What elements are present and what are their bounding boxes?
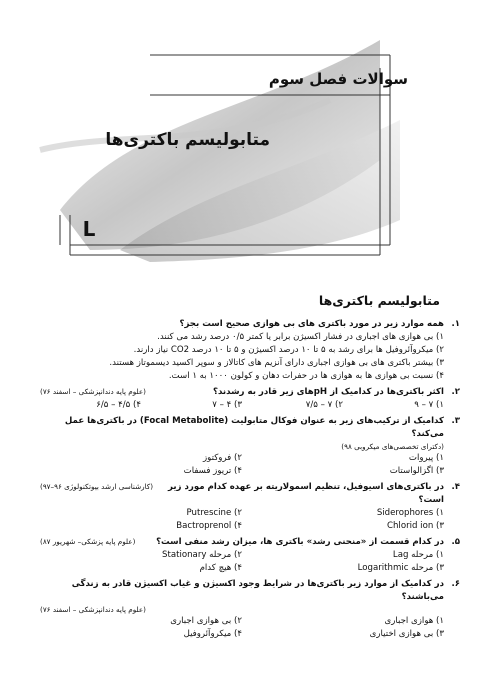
- answer-option: ۳) مرحله Logarithmic: [357, 563, 444, 573]
- answer-option: ۴) ۴/۵ – ۶/۵: [96, 400, 141, 410]
- answer-option: ۴) Bactroprenol: [176, 521, 242, 531]
- question-text: همه موارد زیر در مورد باکتری های بی هوازی صحیح است بجز؟: [179, 319, 444, 329]
- question-item: [40, 536, 460, 575]
- answer-option: ۳) اگزالواستات: [389, 466, 444, 476]
- section-heading: متابولیسم باکتری‌ها: [318, 293, 440, 308]
- question-text: در کدامیک از موارد زیر باکتری‌ها در شرایط وجود اکسیژن و غیاب اکسیژن قادر به زندگی می‌باشند؟: [71, 579, 444, 602]
- question-source: (دکترای تخصصی‌های میکروبی ۹۸): [341, 442, 444, 451]
- answer-option: ۳) بی هوازی اختیاری: [369, 629, 444, 639]
- question-item: [40, 318, 460, 383]
- question-number: ۵.: [451, 537, 460, 547]
- answer-option: ۴) تریوز فسفات: [183, 466, 242, 476]
- answer-option: ۴) میکروآئروفیل: [183, 629, 242, 639]
- chapter-title: سوالات فصل سوم: [268, 70, 408, 88]
- answer-option: ۱) هوازی اجباری: [384, 616, 444, 626]
- question-item: [40, 578, 460, 641]
- answer-option: ۲) Putrescine: [186, 508, 242, 518]
- answer-option: ۳) بیشتر باکتری های بی هوازی اجباری دارای آنزیم های کاتالاز و سوپر اکسید دیسموتاز هستند.: [109, 358, 444, 368]
- answer-option: ۲) میکروآئروفیل ها برای رشد به ۵ تا ۱۰ درصد اکسیژن و ۵ تا ۱۰ درصد CO2 نیاز دارند.: [133, 345, 444, 355]
- question-number: ۳.: [451, 416, 460, 426]
- answer-option: ۲) بی هوازی اجباری: [170, 616, 242, 626]
- question-item: [40, 481, 460, 533]
- question-number: ۱.: [451, 319, 460, 329]
- answer-option: ۱) ۷ – ۹: [414, 400, 444, 410]
- question-source: (علوم پایه دندانپزشکی – اسفند ۷۶): [40, 387, 146, 396]
- question-number: ۶.: [451, 579, 460, 589]
- question-item: [40, 386, 460, 412]
- question-text: در کدام قسمت از «منحنی رشد» باکتری ها، میزان رشد منفی است؟: [156, 537, 444, 547]
- answer-option: ۱) پیروات: [408, 453, 444, 463]
- answer-option: ۱) Siderophores: [376, 508, 444, 518]
- question-item: [40, 415, 460, 478]
- chapter-banner: [0, 0, 500, 300]
- answer-option: ۱) مرحله Lag: [392, 550, 444, 560]
- question-text: در باکتری‌های اسیوفیل، تنظیم اسمولاریته بر عهده کدام مورد زیر است؟: [167, 482, 444, 505]
- chapter-letter: L: [82, 217, 96, 241]
- question-source: (علوم پایه دندانپزشکی – اسفند ۷۶): [40, 605, 146, 614]
- questions-list: [40, 318, 460, 641]
- answer-option: ۴) هیچ کدام: [199, 563, 242, 573]
- answer-option: ۳) Chlorid ion: [386, 521, 444, 531]
- answer-option: ۴) نسبت بی هوازی ها به هوازی ها در حفرات دهان و کولون ۱۰۰۰ به ۱ است.: [168, 371, 444, 381]
- question-source: (علوم پایه پزشکی– شهریور ۸۷): [40, 537, 136, 546]
- question-number: ۴.: [451, 482, 460, 492]
- answer-option: ۲) ۷ – ۷/۵: [305, 400, 343, 410]
- answer-option: ۲) فروکتوز: [203, 453, 242, 463]
- question-text: اکثر باکتری‌ها در کدامیک از pHهای زیر قادر به رشدند؟: [212, 387, 444, 397]
- main-title: متابولیسم باکتری‌ها: [105, 130, 270, 150]
- answer-option: ۱) بی هوازی های اجباری در فشار اکسیژن برابر یا کمتر ۰/۵ درصد رشد می کنند.: [157, 332, 444, 342]
- question-source: (کارشناسی ارشد بیوتکنولوژی ۹۶–۹۷): [40, 482, 154, 491]
- answer-option: ۲) مرحله Stationary: [162, 550, 242, 560]
- answer-option: ۳) ۴ – ۷: [212, 400, 242, 410]
- question-text: کدامیک از ترکیب‌های زیر به عنوان فوکال متابولیت (Focal Metabolite) در باکتری‌ها عمل می‌کند؟: [64, 416, 444, 439]
- question-number: ۲.: [451, 387, 460, 397]
